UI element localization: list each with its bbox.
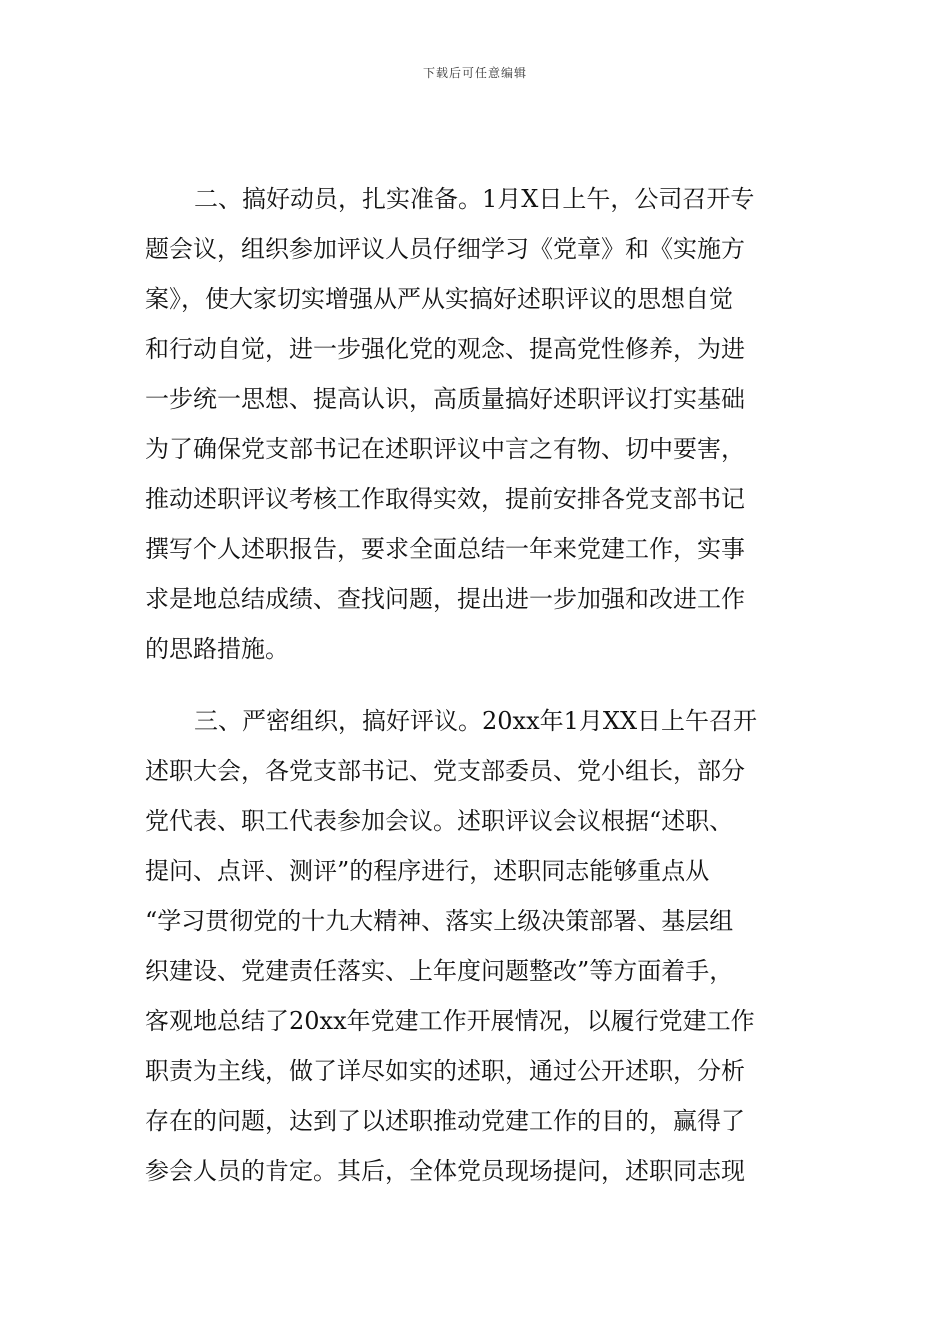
paragraph-line: 一步统一思想、提高认识，高质量搞好述职评议打实基础: [145, 385, 745, 413]
paragraph-line: 案》，使大家切实增强从严从实搞好述职评议的思想自觉: [145, 285, 733, 313]
paragraph-section-3: [145, 696, 810, 1196]
paragraph-line: 党代表、职工代表参加会议。述职评议会议根据“述职、: [145, 807, 734, 835]
paragraph-line: 织建设、党建责任落实、上年度问题整改”等方面着手，: [145, 957, 734, 985]
paragraph-line: 存在的问题，达到了以述职推动党建工作的目的，赢得了: [145, 1107, 745, 1135]
paragraph-line: “学习贯彻党的十九大精神、落实上级决策部署、基层组: [145, 907, 734, 935]
paragraph-line: 述职大会，各党支部书记、党支部委员、党小组长，部分: [145, 757, 745, 785]
paragraph-line: 职责为主线，做了详尽如实的述职，通过公开述职，分析: [145, 1057, 745, 1085]
paragraph-line: 三、严密组织，搞好评议。20xx年1月XX日上午召开: [194, 707, 758, 735]
page-header: 下载后可任意编辑: [422, 66, 527, 80]
paragraph-line: 参会人员的肯定。其后，全体党员现场提问，述职同志现: [145, 1157, 745, 1185]
paragraph-line: 二、搞好动员，扎实准备。1月X日上午，公司召开专: [194, 185, 755, 213]
paragraph-line: 提问、点评、测评”的程序进行，述职同志能够重点从: [145, 857, 710, 885]
paragraph-section-2: [145, 174, 810, 674]
paragraph-line: 撰写个人述职报告，要求全面总结一年来党建工作，实事: [145, 535, 745, 563]
paragraph-line: 为了确保党支部书记在述职评议中言之有物、切中要害，: [145, 435, 745, 463]
paragraph-line: 推动述职评议考核工作取得实效，提前安排各党支部书记: [145, 485, 745, 513]
paragraph-line: 客观地总结了20xx年党建工作开展情况，以履行党建工作: [145, 1007, 755, 1035]
paragraph-line: 的思路措施。: [145, 635, 289, 663]
paragraph-line: 题会议，组织参加评议人员仔细学习《党章》和《实施方: [145, 235, 745, 263]
paragraph-line: 求是地总结成绩、查找问题，提出进一步加强和改进工作: [145, 585, 745, 613]
paragraph-line: 和行动自觉，进一步强化党的观念、提高党性修养，为进: [145, 335, 745, 363]
